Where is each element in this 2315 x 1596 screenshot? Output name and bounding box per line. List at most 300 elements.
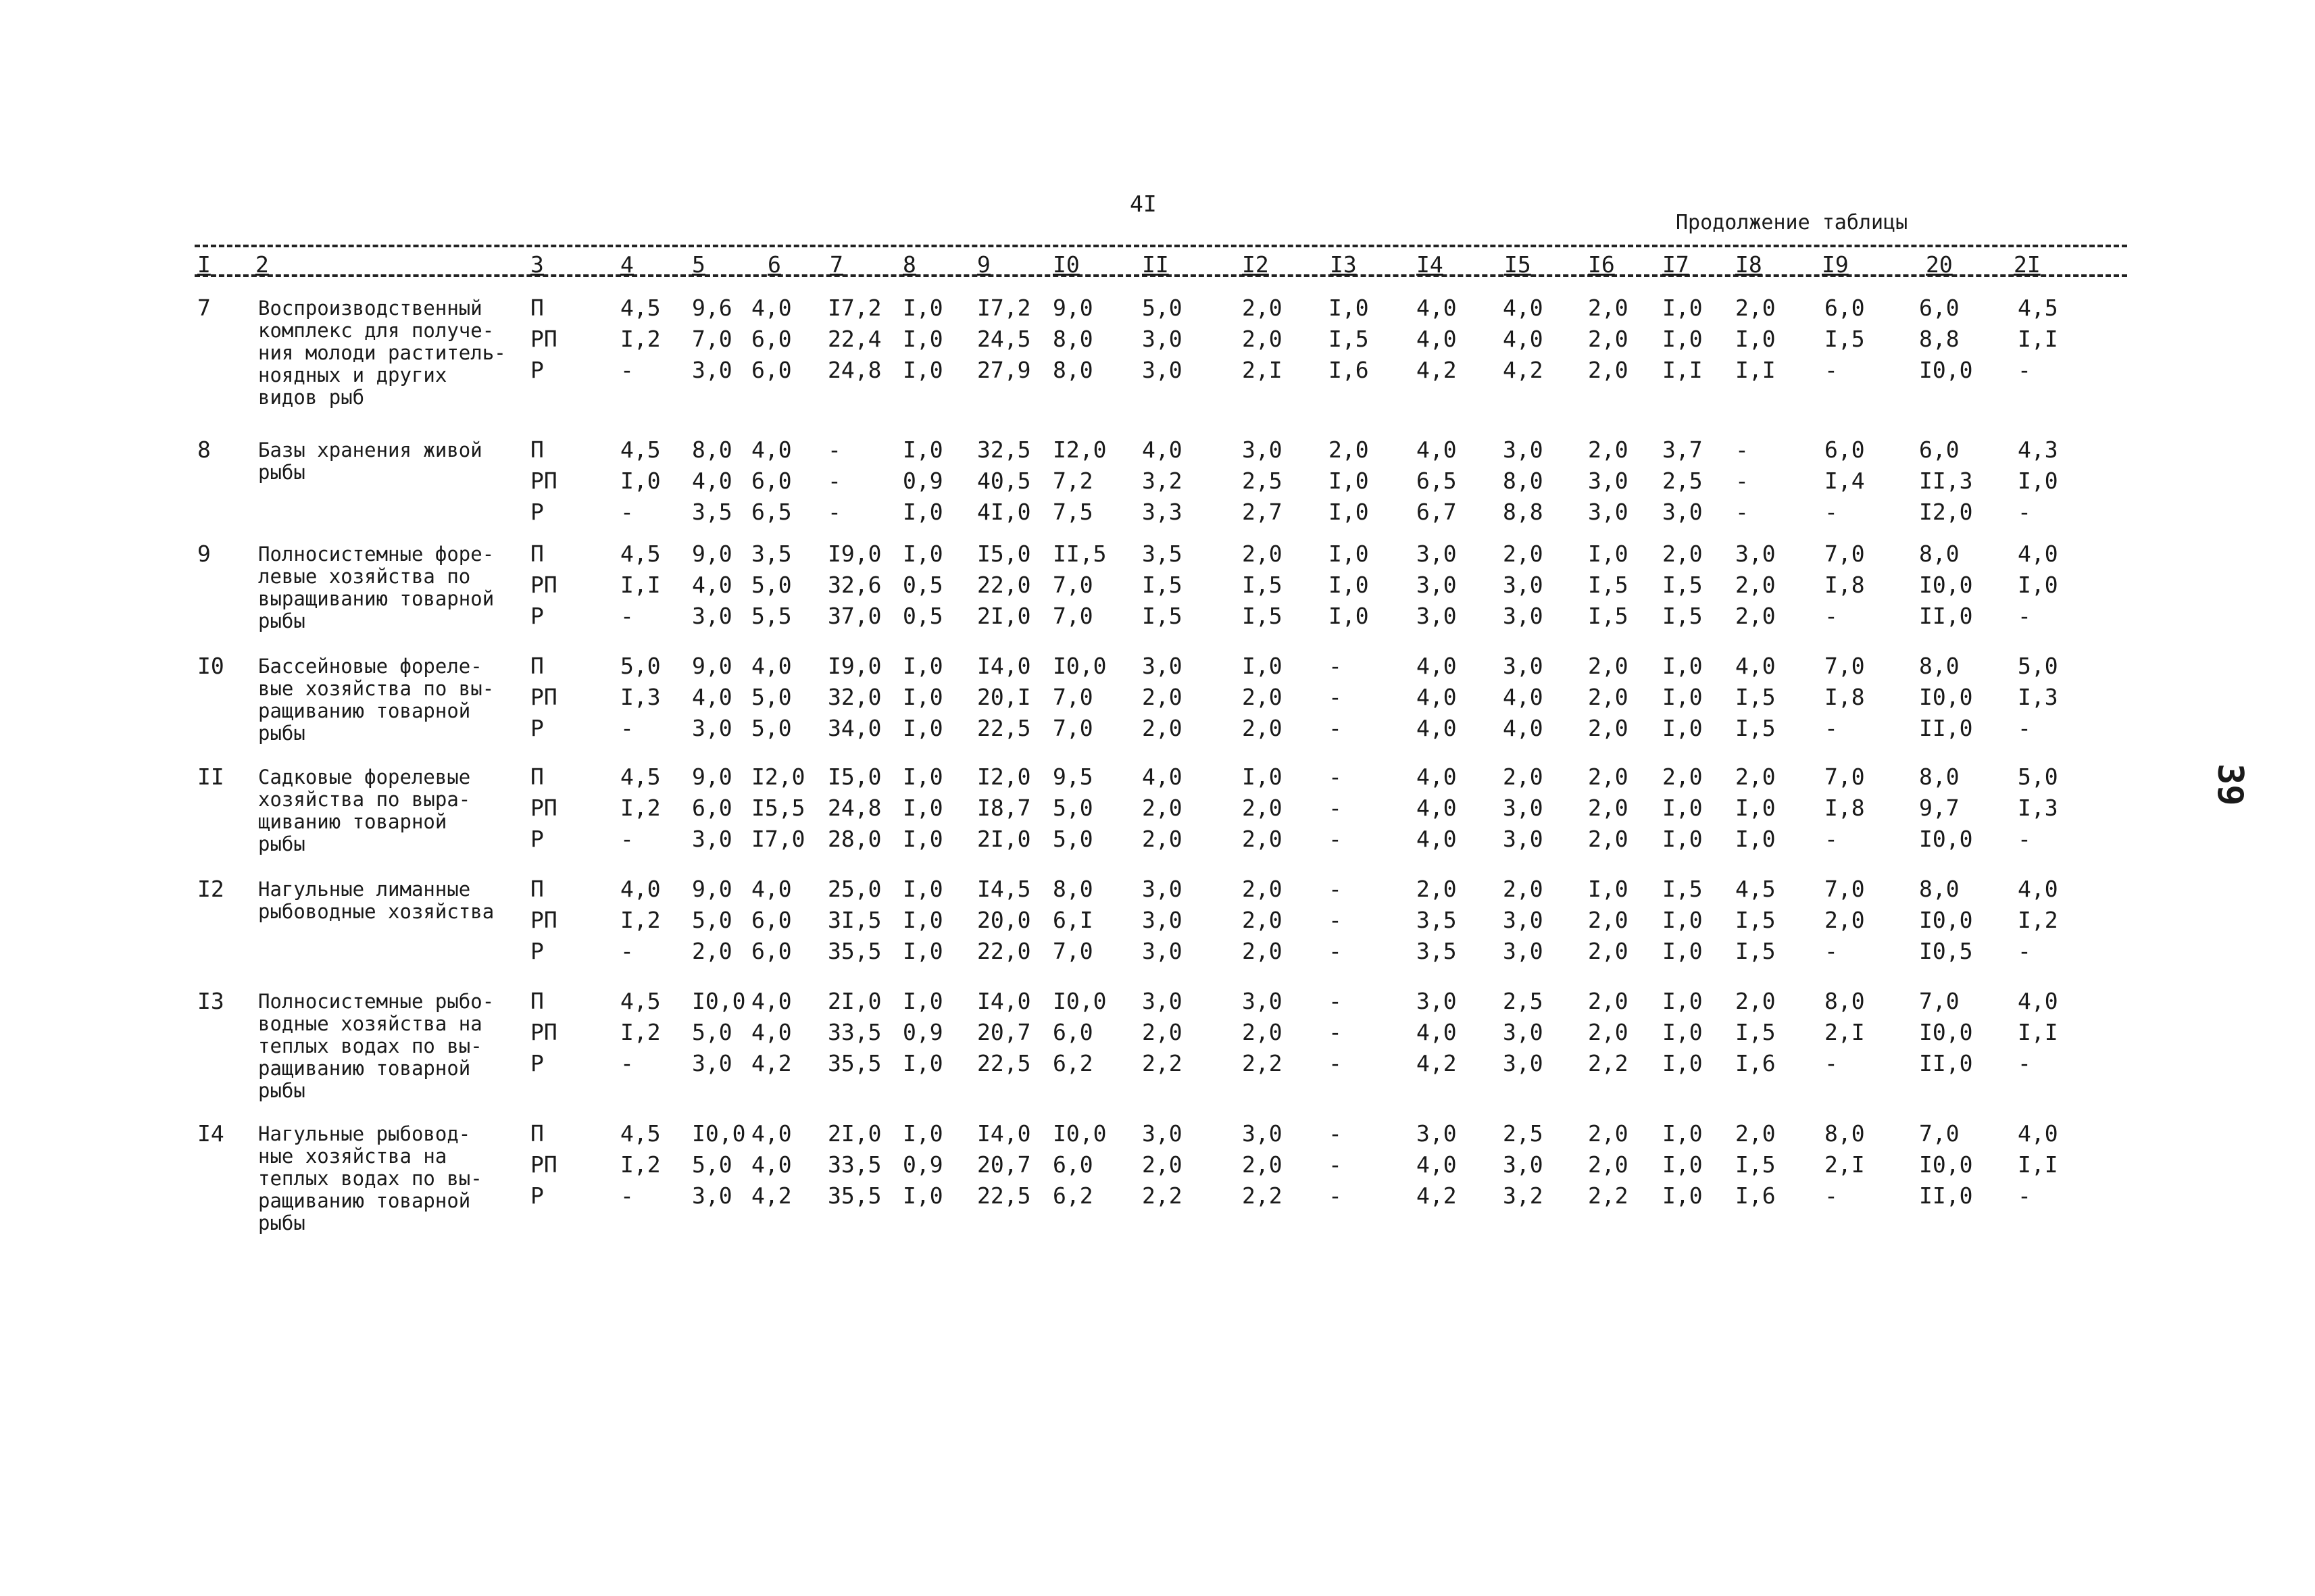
table-cell: - — [2018, 603, 2031, 629]
table-cell: I,0 — [1662, 826, 1703, 852]
table-cell: I0,0 — [1919, 1019, 1973, 1045]
table-cell: I5,0 — [828, 764, 882, 790]
table-cell: I,0 — [2018, 572, 2058, 598]
table-cell: 9,0 — [692, 876, 732, 902]
table-cell: I,0 — [903, 1120, 943, 1147]
table-cell: I2,0 — [977, 764, 1031, 790]
table-cell: I,0 — [1662, 1151, 1703, 1178]
table-cell: I4,0 — [977, 653, 1031, 679]
row-name: Базы хранения живой рыбы — [258, 439, 482, 484]
table-cell: I0,5 — [1919, 938, 1973, 964]
table-cell: 32,5 — [977, 437, 1031, 463]
table-cell: - — [1328, 876, 1342, 902]
table-cell: I,0 — [903, 826, 943, 852]
table-cell: 3,0 — [1588, 468, 1628, 494]
table-cell: - — [1328, 907, 1342, 933]
column-header-15: I5 — [1504, 251, 1531, 278]
table-cell: 7,5 — [1053, 499, 1093, 525]
table-cell: 3,0 — [1142, 357, 1183, 383]
row-name: Нагульные рыбовод- ные хозяйства на теплых водах по вы- ращиванию товарной рыбы — [258, 1122, 482, 1235]
table-cell: 4,0 — [1416, 437, 1457, 463]
table-cell: II,0 — [1919, 715, 1973, 741]
table-cell: 2,5 — [1242, 468, 1283, 494]
table-cell: I,5 — [1735, 715, 1776, 741]
table-cell: - — [1824, 499, 1838, 525]
table-cell: 2,0 — [1588, 437, 1628, 463]
table-cell: 2,7 — [1242, 499, 1283, 525]
table-cell: 2,0 — [1588, 988, 1628, 1014]
table-cell: I,6 — [1328, 357, 1369, 383]
table-cell: 2,0 — [1588, 653, 1628, 679]
table-cell: 2,0 — [1142, 826, 1183, 852]
table-cell: I,0 — [903, 1050, 943, 1076]
table-cell: 5,0 — [620, 653, 661, 679]
table-cell: 3,5 — [692, 499, 732, 525]
table-cell: 2,0 — [1588, 1019, 1628, 1045]
table-cell: - — [1328, 684, 1342, 710]
table-cell: I,0 — [1588, 541, 1628, 567]
table-cell: 2,0 — [1503, 876, 1543, 902]
table-cell: 8,0 — [1503, 468, 1543, 494]
table-cell: I4,0 — [977, 1120, 1031, 1147]
table-cell: I7,2 — [828, 295, 882, 321]
table-cell: I,0 — [1735, 826, 1776, 852]
table-cell: 5,0 — [692, 1019, 732, 1045]
table-cell: 3,0 — [1242, 1120, 1283, 1147]
table-cell: 2,2 — [1588, 1050, 1628, 1076]
table-cell: 3,0 — [692, 826, 732, 852]
table-cell: 0,5 — [903, 603, 943, 629]
table-cell: 6,0 — [751, 326, 792, 352]
table-cell: 22,5 — [977, 1050, 1031, 1076]
table-cell: 6,I — [1053, 907, 1093, 933]
table-cell: I7,0 — [751, 826, 805, 852]
table-cell: I9,0 — [828, 653, 882, 679]
table-cell: 6,0 — [751, 357, 792, 383]
table-cell: 6,0 — [751, 938, 792, 964]
table-cell: I,0 — [1242, 653, 1283, 679]
table-cell: I,I — [620, 572, 661, 598]
table-cell: I0,0 — [692, 1120, 746, 1147]
table-cell: 6,0 — [1053, 1151, 1093, 1178]
table-cell: I7,2 — [977, 295, 1031, 321]
table-cell: 7,0 — [1824, 764, 1865, 790]
table-cell: 6,5 — [751, 499, 792, 525]
table-cell: 3,7 — [1662, 437, 1703, 463]
table-cell: I,0 — [1328, 572, 1369, 598]
row-indicator: Р — [530, 1050, 544, 1076]
table-cell: 24,5 — [977, 326, 1031, 352]
table-cell: 2,0 — [1588, 684, 1628, 710]
table-cell: I,5 — [1735, 938, 1776, 964]
table-cell: 7,0 — [1824, 876, 1865, 902]
table-cell: - — [1824, 357, 1838, 383]
table-cell: 7,0 — [1919, 1120, 1960, 1147]
table-cell: I0,0 — [1919, 357, 1973, 383]
table-cell: 7,0 — [1053, 684, 1093, 710]
table-cell: I,5 — [1735, 1151, 1776, 1178]
table-cell: I0,0 — [692, 988, 746, 1014]
table-cell: 3,0 — [1142, 988, 1183, 1014]
table-cell: 8,0 — [1919, 653, 1960, 679]
table-cell: I,0 — [903, 684, 943, 710]
table-cell: 6,5 — [1416, 468, 1457, 494]
table-cell: I0,0 — [1919, 572, 1973, 598]
table-cell: I,0 — [903, 295, 943, 321]
table-cell: 4,0 — [1416, 1019, 1457, 1045]
table-cell: - — [620, 826, 634, 852]
table-cell: 5,0 — [692, 907, 732, 933]
table-cell: I,0 — [903, 653, 943, 679]
table-continuation-note: Продолжение таблицы — [1676, 211, 1908, 234]
table-cell: I,5 — [1824, 326, 1865, 352]
table-cell: 2,0 — [1588, 1151, 1628, 1178]
table-cell: - — [2018, 826, 2031, 852]
table-cell: 20,7 — [977, 1151, 1031, 1178]
table-cell: 4,0 — [1735, 653, 1776, 679]
table-cell: 4,0 — [1416, 295, 1457, 321]
column-header-1: I — [197, 251, 211, 278]
table-cell: - — [1824, 1182, 1838, 1209]
table-cell: 4,0 — [1503, 684, 1543, 710]
table-cell: I,0 — [1662, 684, 1703, 710]
table-cell: 6,0 — [1824, 295, 1865, 321]
table-cell: - — [2018, 357, 2031, 383]
table-cell: 4,0 — [620, 876, 661, 902]
table-cell: I,0 — [1328, 541, 1369, 567]
table-cell: I,6 — [1735, 1050, 1776, 1076]
table-cell: I,0 — [1242, 764, 1283, 790]
table-cell: I,I — [2018, 1151, 2058, 1178]
table-cell: 8,0 — [1053, 326, 1093, 352]
table-cell: 2,0 — [1735, 764, 1776, 790]
table-cell: - — [1328, 1182, 1342, 1209]
table-cell: 7,0 — [1919, 988, 1960, 1014]
table-cell: - — [620, 603, 634, 629]
table-cell: I,2 — [620, 1019, 661, 1045]
column-header-21: 2I — [2014, 251, 2041, 278]
row-number: I4 — [197, 1120, 224, 1147]
table-cell: 3,0 — [1416, 572, 1457, 598]
table-cell: I0,0 — [1053, 988, 1107, 1014]
table-cell: 8,0 — [1053, 876, 1093, 902]
table-cell: 3,0 — [1662, 499, 1703, 525]
table-cell: I,0 — [1662, 1182, 1703, 1209]
table-cell: 4,0 — [751, 1019, 792, 1045]
table-cell: I,6 — [1735, 1182, 1776, 1209]
table-cell: - — [1328, 938, 1342, 964]
table-cell: I4,5 — [977, 876, 1031, 902]
table-cell: 4,0 — [751, 437, 792, 463]
table-cell: 25,0 — [828, 876, 882, 902]
table-cell: 8,8 — [1919, 326, 1960, 352]
table-cell: II,0 — [1919, 1182, 1973, 1209]
table-cell: I,5 — [1328, 326, 1369, 352]
table-cell: 5,0 — [751, 715, 792, 741]
row-indicator: П — [530, 988, 544, 1014]
table-cell: I,5 — [1662, 572, 1703, 598]
table-cell: 4,2 — [751, 1182, 792, 1209]
table-cell: 2,0 — [1735, 603, 1776, 629]
table-cell: 22,5 — [977, 1182, 1031, 1209]
row-indicator: РП — [530, 468, 557, 494]
table-cell: I,0 — [903, 326, 943, 352]
table-cell: 22,4 — [828, 326, 882, 352]
table-cell: 37,0 — [828, 603, 882, 629]
table-cell: 4,0 — [1142, 764, 1183, 790]
row-number: 8 — [197, 437, 211, 463]
table-cell: I,3 — [620, 684, 661, 710]
table-cell: 2,2 — [1242, 1182, 1283, 1209]
header-rule-top — [195, 245, 2127, 247]
row-indicator: РП — [530, 907, 557, 933]
table-cell: 24,8 — [828, 357, 882, 383]
table-cell: 4,5 — [1735, 876, 1776, 902]
table-cell: 6,0 — [1824, 437, 1865, 463]
table-cell: 3,0 — [1242, 988, 1283, 1014]
table-cell: 4,0 — [2018, 876, 2058, 902]
table-cell: 3,0 — [1588, 499, 1628, 525]
table-cell: I2,0 — [1919, 499, 1973, 525]
table-cell: 22,0 — [977, 938, 1031, 964]
table-cell: 9,6 — [692, 295, 732, 321]
table-cell: I,0 — [1662, 988, 1703, 1014]
table-cell: - — [2018, 1050, 2031, 1076]
table-cell: 4,5 — [620, 988, 661, 1014]
table-cell: I0,0 — [1919, 1151, 1973, 1178]
table-cell: 3,0 — [1142, 653, 1183, 679]
table-cell: I,0 — [903, 499, 943, 525]
table-cell: 2,0 — [1142, 1151, 1183, 1178]
column-header-11: II — [1142, 251, 1169, 278]
table-cell: 2,0 — [1242, 938, 1283, 964]
table-cell: I2,0 — [1053, 437, 1107, 463]
table-cell: I,I — [1662, 357, 1703, 383]
table-cell: - — [1328, 715, 1342, 741]
table-cell: I,0 — [1588, 876, 1628, 902]
row-indicator: П — [530, 295, 544, 321]
table-cell: 3,0 — [1503, 1151, 1543, 1178]
table-cell: I,0 — [1662, 1019, 1703, 1045]
table-cell: 6,0 — [1053, 1019, 1093, 1045]
row-indicator: П — [530, 437, 544, 463]
table-cell: - — [1824, 1050, 1838, 1076]
table-cell: 2,0 — [1735, 988, 1776, 1014]
table-cell: - — [1328, 1050, 1342, 1076]
table-cell: - — [620, 1182, 634, 1209]
row-number: I3 — [197, 988, 224, 1014]
table-cell: 3,2 — [1142, 468, 1183, 494]
table-cell: 3,0 — [1503, 938, 1543, 964]
table-cell: 3I,5 — [828, 907, 882, 933]
table-cell: 2,0 — [1142, 795, 1183, 821]
table-cell: 6,0 — [751, 907, 792, 933]
table-cell: 2,0 — [1735, 295, 1776, 321]
page-number-side: 39 — [2210, 764, 2250, 806]
table-cell: I,2 — [620, 795, 661, 821]
table-cell: I,I — [1735, 357, 1776, 383]
table-cell: 2,0 — [1588, 826, 1628, 852]
table-cell: 3,0 — [1503, 1019, 1543, 1045]
table-cell: 4,0 — [1416, 826, 1457, 852]
table-cell: - — [1824, 938, 1838, 964]
table-cell: 4,0 — [1416, 684, 1457, 710]
table-cell: 3,0 — [1142, 907, 1183, 933]
table-cell: 2,0 — [1242, 1151, 1283, 1178]
table-cell: 3,5 — [1142, 541, 1183, 567]
table-cell: 6,2 — [1053, 1050, 1093, 1076]
table-cell: 9,0 — [1053, 295, 1093, 321]
table-cell: 2,0 — [1242, 326, 1283, 352]
table-cell: 5,0 — [1142, 295, 1183, 321]
table-cell: 3,0 — [1142, 1120, 1183, 1147]
table-cell: 3,0 — [1503, 603, 1543, 629]
table-cell: 3,0 — [1503, 437, 1543, 463]
row-number: I0 — [197, 653, 224, 679]
table-cell: I,5 — [1242, 603, 1283, 629]
table-cell: 3,0 — [692, 1050, 732, 1076]
table-cell: 3,0 — [1416, 988, 1457, 1014]
table-cell: 20,7 — [977, 1019, 1031, 1045]
row-name: Бассейновые форелe- вые хозяйства по вы- ращиванию товарной рыбы — [258, 655, 495, 745]
table-cell: I,8 — [1824, 572, 1865, 598]
table-cell: - — [1328, 988, 1342, 1014]
table-cell: - — [1328, 1151, 1342, 1178]
table-cell: 8,0 — [1919, 876, 1960, 902]
row-indicator: П — [530, 764, 544, 790]
table-cell: 3,0 — [692, 603, 732, 629]
table-cell: I,0 — [1662, 1050, 1703, 1076]
table-cell: I,0 — [620, 468, 661, 494]
table-cell: 4,0 — [1142, 437, 1183, 463]
table-cell: I,I — [2018, 326, 2058, 352]
table-cell: - — [1328, 653, 1342, 679]
table-cell: I,5 — [1662, 876, 1703, 902]
table-cell: - — [1824, 603, 1838, 629]
table-cell: 2,2 — [1142, 1050, 1183, 1076]
table-cell: 35,5 — [828, 938, 882, 964]
row-indicator: Р — [530, 715, 544, 741]
table-cell: 7,0 — [1053, 603, 1093, 629]
table-cell: I,0 — [903, 715, 943, 741]
table-cell: 2,0 — [1142, 715, 1183, 741]
row-indicator: Р — [530, 1182, 544, 1209]
row-indicator: П — [530, 876, 544, 902]
table-cell: 22,5 — [977, 715, 1031, 741]
table-cell: I,0 — [903, 938, 943, 964]
table-cell: - — [620, 938, 634, 964]
page-number-top: 4I — [1130, 191, 1157, 217]
table-cell: 2,I — [1824, 1151, 1865, 1178]
table-cell: I,0 — [903, 988, 943, 1014]
table-cell: I,0 — [903, 541, 943, 567]
table-cell: I,I — [2018, 1019, 2058, 1045]
table-cell: 2,0 — [1588, 907, 1628, 933]
table-cell: 3,0 — [1503, 826, 1543, 852]
column-header-5: 5 — [692, 251, 705, 278]
table-cell: 2,0 — [1662, 764, 1703, 790]
row-indicator: Р — [530, 499, 544, 525]
table-cell: 9,7 — [1919, 795, 1960, 821]
column-header-2: 2 — [255, 251, 269, 278]
table-cell: 9,0 — [692, 653, 732, 679]
row-indicator: РП — [530, 1151, 557, 1178]
table-cell: 3,0 — [692, 357, 732, 383]
column-header-10: I0 — [1053, 251, 1080, 278]
table-cell: I,0 — [1735, 326, 1776, 352]
column-header-6: 6 — [768, 251, 781, 278]
table-cell: I,0 — [1735, 795, 1776, 821]
table-cell: 4,0 — [2018, 988, 2058, 1014]
table-cell: 0,5 — [903, 572, 943, 598]
column-header-8: 8 — [903, 251, 916, 278]
row-number: 7 — [197, 295, 211, 321]
table-cell: 2,0 — [1735, 1120, 1776, 1147]
column-header-17: I7 — [1662, 251, 1689, 278]
table-cell: 35,5 — [828, 1050, 882, 1076]
table-cell: 4I,0 — [977, 499, 1031, 525]
table-cell: 3,0 — [1503, 653, 1543, 679]
table-cell: I0,0 — [1919, 907, 1973, 933]
table-cell: - — [1735, 437, 1749, 463]
table-cell: 4,2 — [1416, 1182, 1457, 1209]
row-indicator: РП — [530, 795, 557, 821]
table-cell: 2,2 — [1588, 1182, 1628, 1209]
table-cell: 3,0 — [1142, 938, 1183, 964]
table-cell: 2,0 — [1242, 795, 1283, 821]
table-cell: 4,0 — [692, 572, 732, 598]
table-cell: 4,5 — [620, 437, 661, 463]
table-cell: 2,0 — [1662, 541, 1703, 567]
table-cell: 8,0 — [1053, 357, 1093, 383]
table-cell: 3,3 — [1142, 499, 1183, 525]
table-cell: I0,0 — [1919, 826, 1973, 852]
table-cell: I,0 — [1328, 603, 1369, 629]
table-cell: - — [2018, 715, 2031, 741]
row-number: II — [197, 764, 224, 790]
table-cell: II,5 — [1053, 541, 1107, 567]
table-cell: I,5 — [1735, 1019, 1776, 1045]
table-cell: 2,5 — [1662, 468, 1703, 494]
table-cell: 2,0 — [1142, 1019, 1183, 1045]
table-cell: 8,0 — [692, 437, 732, 463]
table-cell: 20,0 — [977, 907, 1031, 933]
table-cell: I5,0 — [977, 541, 1031, 567]
table-cell: I0,0 — [1053, 653, 1107, 679]
table-cell: 3,5 — [1416, 907, 1457, 933]
row-indicator: Р — [530, 357, 544, 383]
table-cell: I,0 — [903, 437, 943, 463]
column-header-14: I4 — [1416, 251, 1443, 278]
table-cell: 4,0 — [1416, 1151, 1457, 1178]
column-header-9: 9 — [977, 251, 991, 278]
table-cell: 7,0 — [1824, 541, 1865, 567]
table-cell: I,5 — [1735, 684, 1776, 710]
table-cell: I0,0 — [1919, 684, 1973, 710]
table-cell: - — [620, 715, 634, 741]
table-cell: 3,0 — [1503, 1050, 1543, 1076]
table-cell: I,0 — [1662, 907, 1703, 933]
table-cell: 3,2 — [1503, 1182, 1543, 1209]
table-cell: 2,0 — [1503, 541, 1543, 567]
table-cell: 2,0 — [1242, 715, 1283, 741]
table-cell: 33,5 — [828, 1019, 882, 1045]
table-cell: 5,0 — [2018, 764, 2058, 790]
table-cell: 35,5 — [828, 1182, 882, 1209]
column-header-4: 4 — [620, 251, 634, 278]
table-cell: 7,0 — [692, 326, 732, 352]
table-cell: - — [828, 468, 841, 494]
